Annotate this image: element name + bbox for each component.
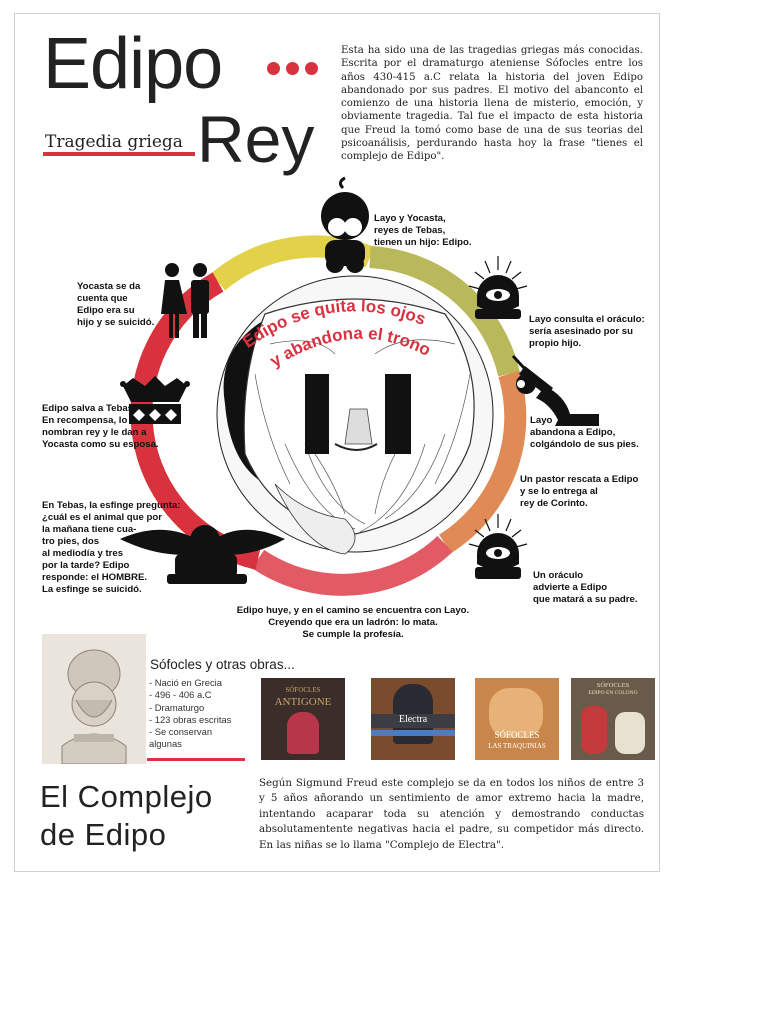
event-8-caption: Edipo salva a Tebas. En recompensa, lo nombran rey y le dan a Yocasta como su esposa. [42,403,159,450]
sofocles-heading: Sófocles y otras obras... [150,657,295,672]
event-9-caption: Yocasta se da cuenta que Edipo era su hijo y se suicidó. [77,281,155,328]
book-cover-edipo-en-colono: SÓFOCLES EDIPO EN COLONO [571,678,655,760]
nose [345,409,372,444]
oracle-eye-icon-1 [469,256,527,319]
event-3-caption: Layo abandona a Edipo, colgándolo de sus pies. [530,415,639,450]
sofocles-underline [147,758,245,761]
baby-icon [321,178,369,273]
complejo-paragraph: Según Sigmund Freud este complejo se da en todos los niños de entre 3 y 5 años añorando un sentimiento de amor extremo hacia la madre, intentando acaparar toda su atención y demostrando conductas absolutamentente negativas hacia el padre, su competidor más directo. En las niñas se lo llama "Complejo de Electra". [259,777,644,851]
intro-paragraph: Esta ha sido una de las tragedias griegas más conocidas. Escrita por el dramaturgo ateniense Sófocles entre los años 430-415 a.C relata la historia del joven Edipo abandonado por sus padres. El motivo del abanconto el comienzo de una historia llena de misterio, emoción, y obviamente tragedia. Tal fue el impacto de esta historia que Freud la tomó como base de una de sus teorias del psicoanálisis, perdurando hasta hoy la frase "tienes el complejo de Edipo". [341,45,643,163]
complejo-title: El Complejo de Edipo [40,779,213,852]
event-2-caption: Layo consulta el oráculo: sería asesinado por su propio hijo. [529,314,645,349]
book-cover-antigone: SÓFOCLES ANTIGONE [261,678,345,760]
title-edipo: Edipo [43,24,223,104]
sofocles-facts: - Nació en Grecia - 496 - 406 a.C - Dramaturgo - 123 obras escritas - Se conservan algunas [149,677,232,750]
sofocles-bust-image [42,634,146,764]
title-rey: Rey [197,102,315,176]
book-cover-electra: Electra [371,678,455,760]
poster [14,13,660,872]
event-1-caption: Layo y Yocasta, reyes de Tebas, tienen un hijo: Edipo. [374,213,472,248]
event-7-caption: En Tebas, la esfinge pregunta: ¿cuál es el animal que por la mañana tiene cua- tro pies, dos al mediodía y tres por la tarde? Edipo responde: el HOMBRE. La esfinge se suicidó. [42,500,181,595]
left-eye-tears [305,374,329,454]
event-4-caption: Un pastor rescata a Edipo y se lo entrega al rey de Corinto. [520,474,639,509]
book-cover-traquinias: SÓFOCLES LAS TRAQUINIAS [475,678,559,760]
arc-text-1: Edipo se quita los ojos [239,296,429,352]
subtitle: Tragedia griega [45,132,183,152]
arc-text-2: y abandona el trono [266,323,434,371]
right-eye-tears [385,374,411,454]
event-6-caption: Edipo huye, y en el camino se encuentra con Layo. Creyendo que era un ladrón: lo mata. Se cumple la profesía. [236,605,470,640]
event-5-caption: Un oráculo advierte a Edipo que matará a su padre. [533,570,638,605]
